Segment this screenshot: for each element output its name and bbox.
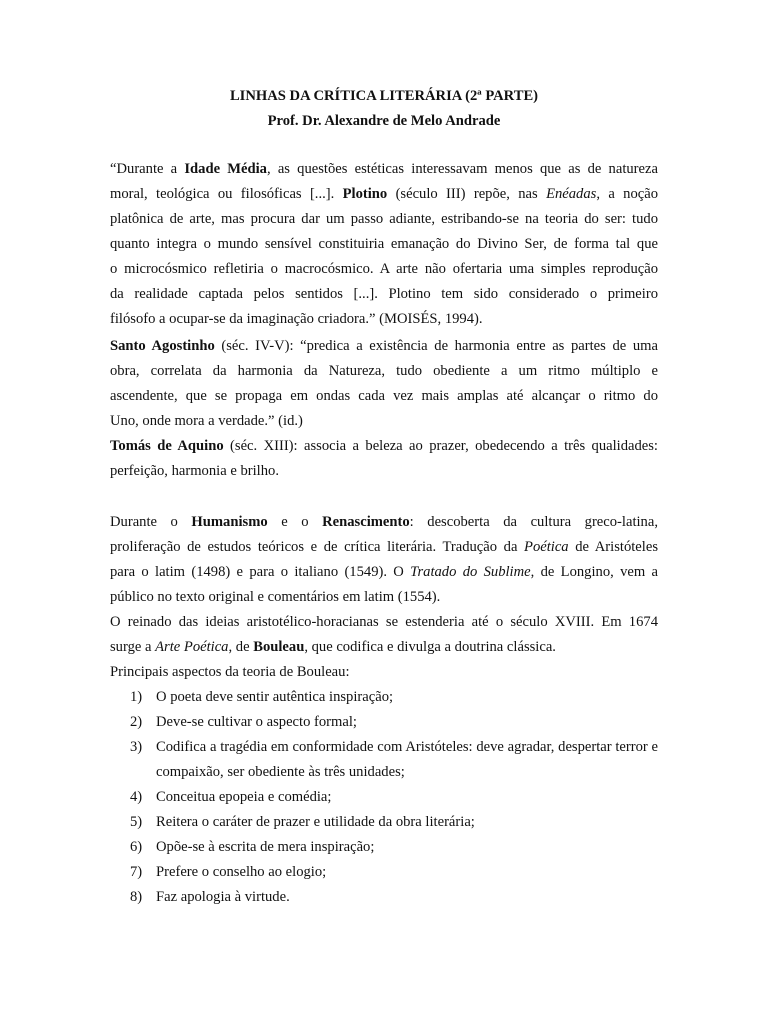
document-title: LINHAS DA CRÍTICA LITERÁRIA (2ª PARTE) — [229, 88, 539, 104]
paragraph-idade-media — [110, 157, 658, 332]
list-item — [110, 735, 658, 785]
list-text: Conceitua epopeia e comédia; — [156, 789, 332, 805]
text-line: Durante o Humanismo e o Renascimento: descoberta da cultura greco-latina, — [110, 514, 658, 530]
text-line: proliferação de estudos teóricos e de crítica literária. Tradução da Poética de Aristóteles — [110, 539, 658, 555]
list-text: Prefere o conselho ao elogio; — [156, 864, 327, 880]
list-text: Codifica a tragédia em conformidade com Aristóteles: deve agradar, despertar terror e compaixão, ser obediente às três unidades; — [156, 739, 658, 780]
list-item — [110, 885, 658, 910]
text-line: obra, correlata da harmonia da Natureza, tudo obediente a um ritmo múltiplo e — [110, 363, 658, 379]
paragraph-santo-agostinho — [110, 334, 658, 434]
text-line: o microcósmico refletiria o macrocósmico. A arte não ofertaria uma simples reprodução — [110, 261, 658, 277]
list-text: Faz apologia à virtude. — [156, 889, 290, 905]
list-text: Deve-se cultivar o aspecto formal; — [156, 714, 357, 730]
paragraph-principais-aspectos — [110, 660, 658, 685]
list-item — [110, 860, 658, 885]
text-line: moral, teológica ou filosóficas [...]. Plotino (século III) repõe, nas Enéadas, a noção — [110, 186, 658, 202]
list-item — [110, 835, 658, 860]
list-item — [110, 710, 658, 735]
text-line: quanto integra o mundo sensível constituiria emanação do Divino Ser, de forma tal que — [110, 236, 658, 252]
list-number: 1) — [130, 689, 143, 705]
list-number: 6) — [130, 839, 143, 855]
list-text: Opõe-se à escrita de mera inspiração; — [156, 839, 375, 855]
list-number: 2) — [130, 714, 143, 730]
list-number: 7) — [130, 864, 143, 880]
list-item — [110, 785, 658, 810]
aspects-list — [110, 685, 658, 910]
list-number: 8) — [130, 889, 143, 905]
text-line: público no texto original e comentários em latim (1554). — [110, 589, 441, 605]
text-line: ascendente, que se propaga em ondas cada vez mais amplas até alcançar o ritmo do — [110, 388, 658, 404]
text-line: perfeição, harmonia e brilho. — [110, 463, 279, 479]
list-text: Reitera o caráter de prazer e utilidade da obra literária; — [156, 814, 475, 830]
paragraph-reinado — [110, 610, 658, 660]
list-item — [110, 810, 658, 835]
text-line: Tomás de Aquino (séc. XIII): associa a beleza ao prazer, obedecendo a três qualidades: — [110, 438, 658, 454]
list-number: 5) — [130, 814, 143, 830]
document-author: Prof. Dr. Alexandre de Melo Andrade — [267, 113, 501, 129]
text-line: O reinado das ideias aristotélico-horacianas se estenderia até o século XVIII. Em 1674 — [110, 614, 658, 630]
list-text: O poeta deve sentir autêntica inspiração; — [156, 689, 394, 705]
text-line: da realidade captada pelos sentidos [...]. Plotino tem sido considerado o primeiro — [110, 286, 658, 302]
text-line: platônica de arte, mas procura dar um passo adiante, estribando-se na teoria do ser: tudo — [110, 211, 658, 227]
text-line: “Durante a Idade Média, as questões estéticas interessavam menos que as de natureza — [110, 161, 658, 177]
text-line: surge a Arte Poética, de Bouleau, que codifica e divulga a doutrina clássica. — [110, 639, 556, 655]
text-line: filósofo a ocupar-se da imaginação criadora.” (MOISÉS, 1994). — [110, 311, 483, 327]
text-line: Santo Agostinho (séc. IV-V): “predica a existência de harmonia entre as partes de uma — [110, 338, 658, 354]
list-item — [110, 685, 658, 710]
list-number: 4) — [130, 789, 143, 805]
paragraph-tomas-de-aquino — [110, 434, 658, 484]
paragraph-humanismo — [110, 510, 658, 610]
text-line: Principais aspectos da teoria de Bouleau: — [110, 664, 350, 680]
text-line: Uno, onde mora a verdade.” (id.) — [110, 413, 303, 429]
text-line: para o latim (1498) e para o italiano (1549). O Tratado do Sublime, de Longino, vem a — [110, 564, 658, 580]
list-number: 3) — [130, 739, 143, 755]
